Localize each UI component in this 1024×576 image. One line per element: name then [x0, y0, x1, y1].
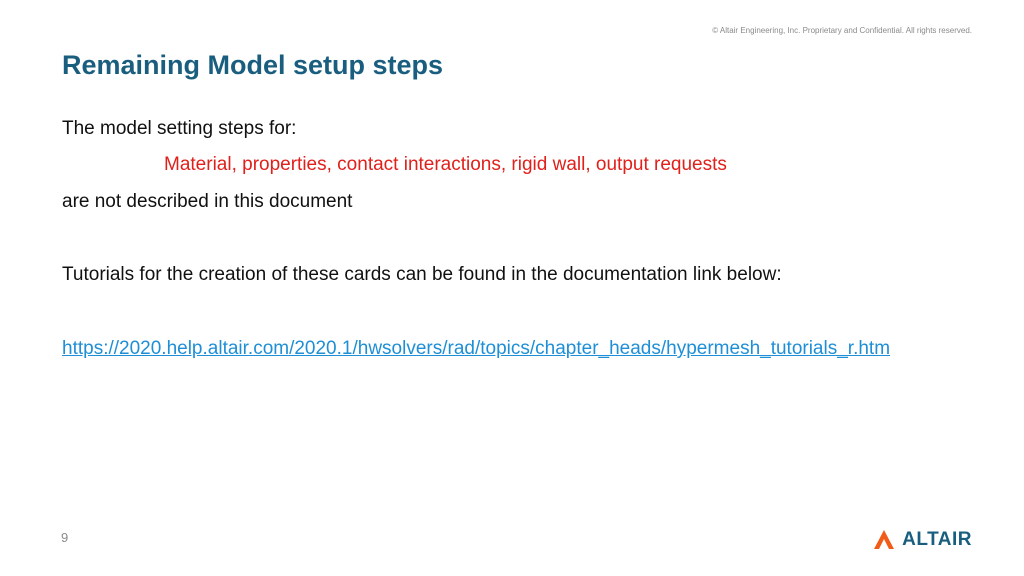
logo-text: ALTAIR: [902, 529, 972, 550]
page-number: 9: [61, 530, 69, 545]
altair-logo-icon: [872, 528, 896, 552]
copyright-notice: © Altair Engineering, Inc. Proprietary and Confidential. All rights reserved.: [712, 26, 972, 35]
documentation-link[interactable]: https://2020.help.altair.com/2020.1/hwsolvers/rad/topics/chapter_heads/hypermesh_tutorials_r.htm: [62, 338, 891, 359]
tutorials-text: Tutorials for the creation of these cards can be found in the documentation link below:: [62, 264, 782, 285]
outro-text: are not described in this document: [62, 191, 353, 212]
altair-logo: [872, 528, 972, 552]
intro-text: The model setting steps for:: [62, 118, 297, 139]
slide-title: Remaining Model setup steps: [62, 50, 444, 80]
highlighted-steps-text: Material, properties, contact interactions, rigid wall, output requests: [164, 154, 727, 175]
